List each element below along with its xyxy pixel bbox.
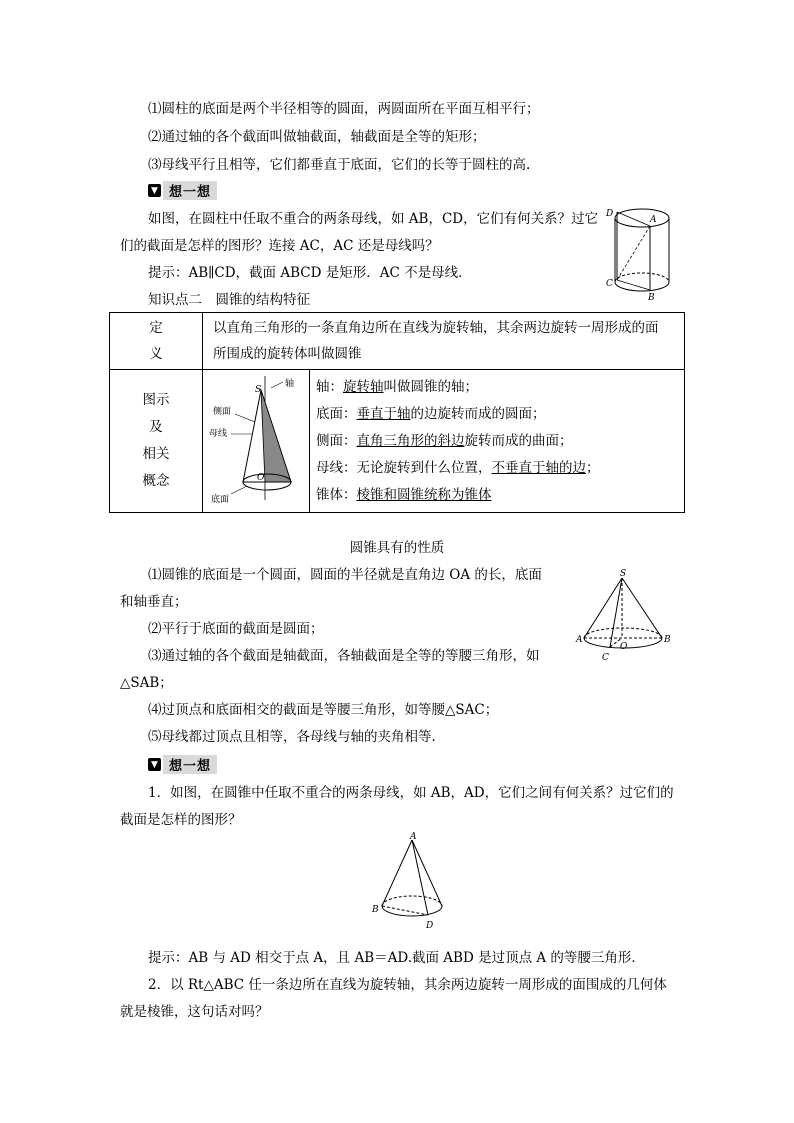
- question-1-line2: 截面是怎样的图形？: [120, 812, 242, 828]
- concept-side: 侧面：直角三角形的斜边旋转而成的曲面；: [316, 432, 573, 449]
- think-label: 想一想: [163, 181, 217, 200]
- label-A3: A: [410, 832, 417, 842]
- label-generatrix: 母线: [209, 429, 228, 439]
- concept-generatrix: 母线：无论旋转到什么位置，不垂直于轴的边；: [316, 459, 600, 476]
- cylinder-prop-3: ⑶母线平行且相等，它们都垂直于底面，它们的长等于圆柱的高.: [148, 157, 531, 173]
- question-2-line1: 2．以 Rt△ABC 任一条边所在直线为旋转轴，其余两边旋转一周形成的面围成的几何体: [148, 977, 667, 993]
- think-badge: [148, 181, 217, 200]
- concept-axis: 轴：旋转轴叫做圆锥的轴；: [316, 378, 478, 395]
- concept-cone-body: 锥体：棱锥和圆锥统称为锥体: [316, 486, 492, 503]
- cylinder-prop-2: ⑵通过轴的各个截面叫做轴截面，轴截面是全等的矩形；: [148, 129, 486, 145]
- cone-prop-1a: ⑴圆锥的底面是一个圆面，圆面的半径就是直角边 OA 的长，底面: [148, 567, 542, 583]
- cone-properties-figure: [572, 566, 676, 666]
- cone-prop-1b: 和轴垂直；: [120, 594, 188, 610]
- label-axis: 轴: [285, 379, 295, 389]
- label-A2: A: [576, 635, 583, 645]
- cone-definition-table: [109, 312, 685, 513]
- cone-prop-4: ⑷过顶点和底面相交的截面是等腰三角形，如等腰△SAC；: [148, 702, 499, 718]
- label-D3: D: [426, 921, 434, 931]
- label-C: C: [606, 279, 613, 289]
- label-B: B: [648, 293, 655, 303]
- cone-question-figure: [370, 832, 454, 932]
- label-D: D: [606, 209, 614, 219]
- cylinder-prop-1: ⑴圆柱的底面是两个半径相等的圆面，两圆面所在平面互相平行；: [148, 101, 540, 117]
- label-O: O: [257, 473, 265, 483]
- label-C2: C: [602, 653, 609, 663]
- cylinder-question-line2: 们的截面是怎样的图形？连接 AC，AC 还是母线吗？: [120, 238, 439, 254]
- cone-figure-cell: [203, 370, 310, 513]
- label-S: S: [255, 385, 262, 395]
- def-label-cell: 定 义: [110, 313, 203, 370]
- knowledge-point-title: 知识点二 圆锥的结构特征: [148, 292, 310, 308]
- chevron-down-icon: ▼: [148, 184, 161, 197]
- question-2-line2: 就是棱锥，这句话对吗？: [120, 1004, 269, 1020]
- think-label-2: 想一想: [163, 755, 217, 774]
- cone-prop-2: ⑵平行于底面的截面是圆面；: [148, 621, 324, 637]
- def-text-cell: 以直角三角形的一条直角边所在直线为旋转轴，其余两边旋转一周形成的面 所围成的旋转体叫做圆锥: [203, 313, 685, 370]
- cone-prop-3a: ⑶通过轴的各个截面是轴截面，各轴截面是全等的等腰三角形，如: [148, 648, 540, 664]
- question-1-line1: 1．如图，在圆锥中任取不重合的两条母线，如 AB，AD，它们之间有何关系？过它们的: [148, 785, 674, 801]
- label-A: A: [650, 215, 657, 225]
- cone-prop-5: ⑸母线都过顶点且相等，各母线与轴的夹角相等．: [148, 729, 445, 745]
- label-O2: O: [620, 642, 628, 652]
- hint-question-1: 提示：AB 与 AD 相交于点 A，且 AB＝AD.截面 ABD 是过顶点 A 的等腰三角形．: [148, 950, 645, 966]
- concept-base: 底面：垂直于轴的边旋转而成的圆面；: [316, 405, 546, 422]
- think-badge-2: [148, 755, 217, 774]
- concepts-cell: [310, 370, 685, 513]
- label-B2: B: [664, 635, 671, 645]
- cone-props-title: 圆锥具有的性质: [349, 540, 445, 556]
- cylinder-figure: [602, 200, 682, 305]
- cone-prop-3b: △SAB；: [120, 675, 173, 691]
- label-S2: S: [620, 569, 627, 579]
- figure-label-cell: 图示 及 相关 概念: [110, 370, 203, 513]
- chevron-down-icon: ▼: [148, 758, 161, 771]
- cone-figure: [203, 370, 309, 508]
- label-B3: B: [372, 905, 379, 915]
- label-side: 侧面: [213, 407, 232, 417]
- cylinder-hint: 提示：AB∥CD，截面 ABCD 是矩形．AC 不是母线．: [148, 265, 472, 281]
- label-base: 底面: [211, 495, 230, 505]
- cylinder-question-line1: 如图，在圆柱中任取不重合的两条母线，如 AB，CD，它们有何关系？过它: [148, 211, 599, 227]
